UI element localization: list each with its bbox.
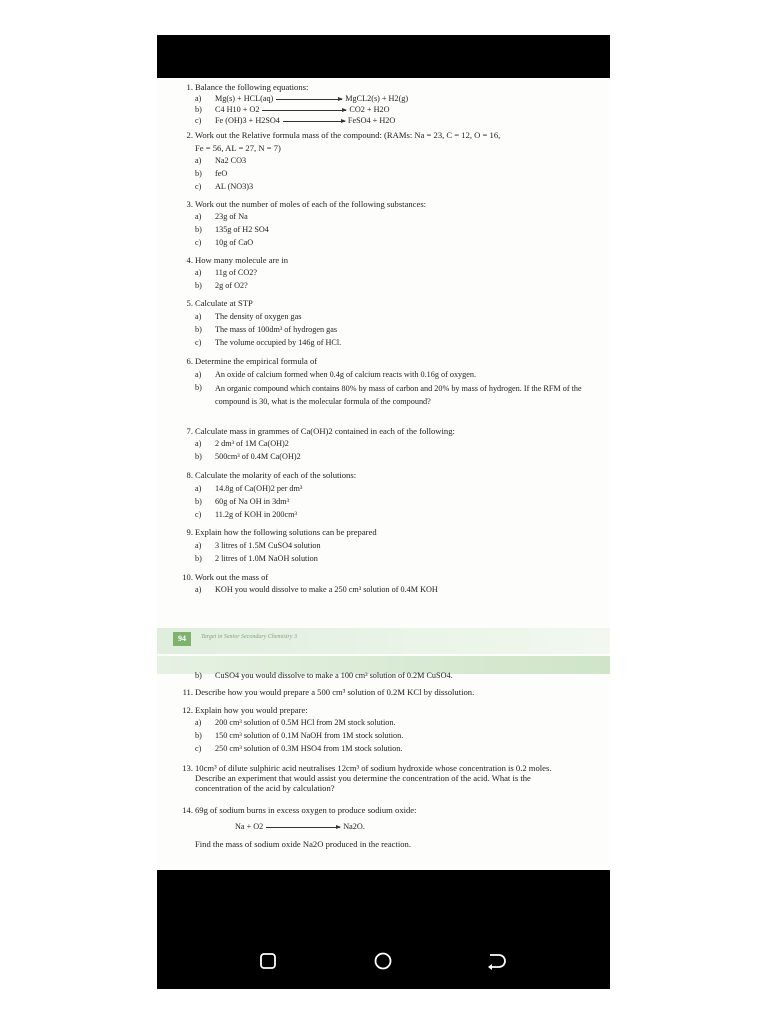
- equation-rhs: MgCL2(s) + H2(g): [345, 94, 409, 103]
- equation-b: [195, 105, 390, 115]
- item-label: b): [195, 497, 202, 506]
- navigation-bar: [157, 870, 610, 989]
- item-text: 500cm³ of 0.4M Ca(OH)2: [215, 452, 301, 461]
- list-item: [195, 325, 337, 335]
- item-label: a): [195, 370, 202, 379]
- book-title: Target in Senior Secondary Chemistry 3: [201, 634, 298, 640]
- question-5: [186, 298, 253, 308]
- item-text: 250 cm³ solution of 0.3M HSO4 from 1M stock solution.: [215, 744, 403, 753]
- list-item: [195, 212, 248, 222]
- question-number: 2.: [186, 130, 193, 140]
- item-label: b): [195, 225, 202, 234]
- item-text: 200 cm³ solution of 0.5M HCl from 2M stock solution.: [215, 718, 396, 727]
- question-text: Work out the mass of: [195, 572, 269, 582]
- question-number: 5.: [186, 298, 193, 308]
- item-text: 135g of H2 SO4: [215, 225, 269, 234]
- item-label: a): [195, 268, 202, 277]
- question-number: 6.: [186, 356, 193, 366]
- question-text: 10cm³ of dilute sulphiric acid neutralises 12cm³ of sodium hydroxide whose concentration is 0.2 moles. Describe an experiment that would assist you determine the concentration of the acid. What is the concentration of the acid by calculation?: [195, 763, 552, 793]
- list-item: [195, 439, 289, 449]
- question-text: Calculate at STP: [195, 298, 253, 308]
- item-label: a): [195, 439, 202, 448]
- page-footer: [157, 628, 610, 654]
- question-9: [186, 527, 377, 537]
- question-1: [186, 82, 309, 92]
- document-page-1: [157, 78, 610, 692]
- item-label: b): [195, 383, 202, 392]
- question-number: 10.: [182, 572, 193, 582]
- list-item: [195, 671, 453, 681]
- reaction-arrow: [266, 827, 340, 828]
- item-label: b): [195, 731, 202, 740]
- question-number: 3.: [186, 199, 193, 209]
- question-text: Explain how the following solutions can be prepared: [195, 527, 377, 537]
- equation-a: [195, 94, 408, 104]
- question-number: 12.: [182, 705, 193, 715]
- question-text-continued: Fe = 56, AL = 27, N = 7): [195, 143, 281, 153]
- question-12: [182, 705, 308, 715]
- question-text: How many molecule are in: [195, 255, 289, 265]
- question-2: [186, 130, 501, 140]
- item-label: c): [195, 744, 202, 753]
- recent-apps-icon[interactable]: [257, 950, 279, 972]
- item-text: CuSO4 you would dissolve to make a 100 cm³ solution of 0.2M CuSO4.: [215, 671, 453, 680]
- list-item: [195, 744, 402, 754]
- item-label: b): [195, 105, 202, 114]
- item-text: 3 litres of 1.5M CuSO4 solution: [215, 541, 321, 550]
- question-8: [186, 470, 357, 480]
- item-label: c): [195, 238, 202, 247]
- list-item: [195, 281, 248, 291]
- list-item: [195, 268, 257, 278]
- question-number: 7.: [186, 426, 193, 436]
- equation-lhs: Mg(s) + HCL(aq): [215, 94, 274, 103]
- question-text-continued: Find the mass of sodium oxide Na2O produced in the reaction.: [195, 839, 411, 849]
- question-number: 8.: [186, 470, 193, 480]
- question-number: 13.: [182, 763, 193, 773]
- item-text: 2g of O2?: [215, 281, 248, 290]
- item-label: b): [195, 452, 202, 461]
- question-number: 11.: [182, 687, 193, 697]
- item-label: b): [195, 281, 202, 290]
- list-item: [195, 383, 585, 408]
- item-text: KOH you would dissolve to make a 250 cm³ solution of 0.4M KOH: [215, 585, 438, 594]
- list-item: [195, 156, 246, 166]
- list-item: [195, 554, 318, 564]
- list-item: [195, 452, 301, 462]
- item-text: feO: [215, 169, 228, 178]
- list-item: [195, 169, 227, 179]
- item-label: a): [195, 94, 202, 103]
- question-text: Describe how you would prepare a 500 cm³ solution of 0.2M KCl by dissolution.: [195, 687, 475, 697]
- phone-screen: [157, 35, 610, 989]
- item-label: a): [195, 212, 202, 221]
- home-icon[interactable]: [372, 950, 394, 972]
- item-text: 10g of CaO: [215, 238, 254, 247]
- item-text: 11g of CO2?: [215, 268, 257, 277]
- list-item: [195, 338, 341, 348]
- list-item: [195, 497, 289, 507]
- item-text: The mass of 100dm³ of hydrogen gas: [215, 325, 338, 334]
- item-text: 150 cm³ solution of 0.1M NaOH from 1M stock solution.: [215, 731, 404, 740]
- question-14: [182, 805, 417, 815]
- page-number: 94: [173, 632, 191, 646]
- item-label: b): [195, 169, 202, 178]
- item-text: 60g of Na OH in 3dm³: [215, 497, 290, 506]
- equation-rhs: CO2 + H2O: [349, 105, 390, 114]
- equation-rhs: Na2O.: [343, 822, 365, 831]
- list-item: [195, 238, 253, 248]
- list-item: [195, 182, 253, 192]
- question-text: Work out the number of moles of each of the following substances:: [195, 199, 427, 209]
- list-item: [195, 312, 301, 322]
- item-label: a): [195, 585, 202, 594]
- question-7: [186, 426, 455, 436]
- item-label: a): [195, 312, 202, 321]
- item-label: b): [195, 671, 202, 680]
- back-icon[interactable]: [485, 950, 507, 972]
- item-text: The density of oxygen gas: [215, 312, 302, 321]
- question-text: Determine the empirical formula of: [195, 356, 318, 366]
- item-text: Na2 CO3: [215, 156, 247, 165]
- item-text: The volume occupied by 146g of HCl.: [215, 338, 342, 347]
- item-label: a): [195, 156, 202, 165]
- question-13: [182, 763, 565, 793]
- item-text: 11.2g of KOH in 200cm³: [215, 510, 297, 519]
- item-label: b): [195, 325, 202, 334]
- question-number: 4.: [186, 255, 193, 265]
- question-3: [186, 199, 427, 209]
- list-item: [195, 225, 269, 235]
- list-item: [195, 370, 476, 380]
- question-4: [186, 255, 289, 265]
- item-text: AL (NO3)3: [215, 182, 254, 191]
- document-page-2: [157, 656, 610, 870]
- item-text: An oxide of calcium formed when 0.4g of calcium reacts with 0.16g of oxygen.: [215, 370, 477, 379]
- reaction-arrow: [283, 121, 345, 122]
- item-label: a): [195, 718, 202, 727]
- list-item: [195, 718, 396, 728]
- item-label: b): [195, 554, 202, 563]
- question-text: Explain how you would prepare:: [195, 705, 308, 715]
- question-11: [182, 687, 475, 697]
- list-item: [195, 541, 321, 551]
- list-item: [195, 510, 297, 520]
- question-number: 14.: [182, 805, 193, 815]
- question-10: [182, 572, 269, 582]
- item-text: 23g of Na: [215, 212, 248, 221]
- item-label: c): [195, 182, 202, 191]
- equation-lhs: Fe (OH)3 + H2SO4: [215, 116, 280, 125]
- item-label: a): [195, 541, 202, 550]
- question-number: 1.: [186, 82, 193, 92]
- item-text: An organic compound which contains 80% by mass of carbon and 20% by mass of hydrogen. If the RFM of the compound is 30, what is the molecular formula of the compound?: [215, 384, 582, 406]
- equation-lhs: Na + O2: [235, 822, 264, 831]
- item-text: 2 dm³ of 1M Ca(OH)2: [215, 439, 289, 448]
- item-label: c): [195, 116, 202, 125]
- equation-rhs: FeSO4 + H2O: [347, 116, 396, 125]
- reaction-arrow: [262, 110, 346, 111]
- question-text: 69g of sodium burns in excess oxygen to produce sodium oxide:: [195, 805, 417, 815]
- item-text: 2 litres of 1.0M NaOH solution: [215, 554, 318, 563]
- equation-lhs: C4 H10 + O2: [215, 105, 260, 114]
- reaction-arrow: [276, 99, 342, 100]
- list-item: [195, 585, 438, 595]
- list-item: [195, 731, 403, 741]
- question-number: 9.: [186, 527, 193, 537]
- equation-c: [195, 116, 395, 126]
- question-6: [186, 356, 318, 366]
- status-bar: [157, 35, 610, 78]
- question-text: Balance the following equations:: [195, 82, 309, 92]
- item-label: a): [195, 484, 202, 493]
- question-text: Calculate the molarity of each of the solutions:: [195, 470, 357, 480]
- question-text: Calculate mass in grammes of Ca(OH)2 contained in each of the following:: [195, 426, 455, 436]
- list-item: [195, 484, 302, 494]
- question-text: Work out the Relative formula mass of the compound: (RAMs: Na = 23, C = 12, O = 16,: [195, 130, 501, 140]
- item-text: 14.8g of Ca(OH)2 per dm³: [215, 484, 303, 493]
- item-label: c): [195, 510, 202, 519]
- item-label: c): [195, 338, 202, 347]
- equation: [235, 822, 365, 832]
